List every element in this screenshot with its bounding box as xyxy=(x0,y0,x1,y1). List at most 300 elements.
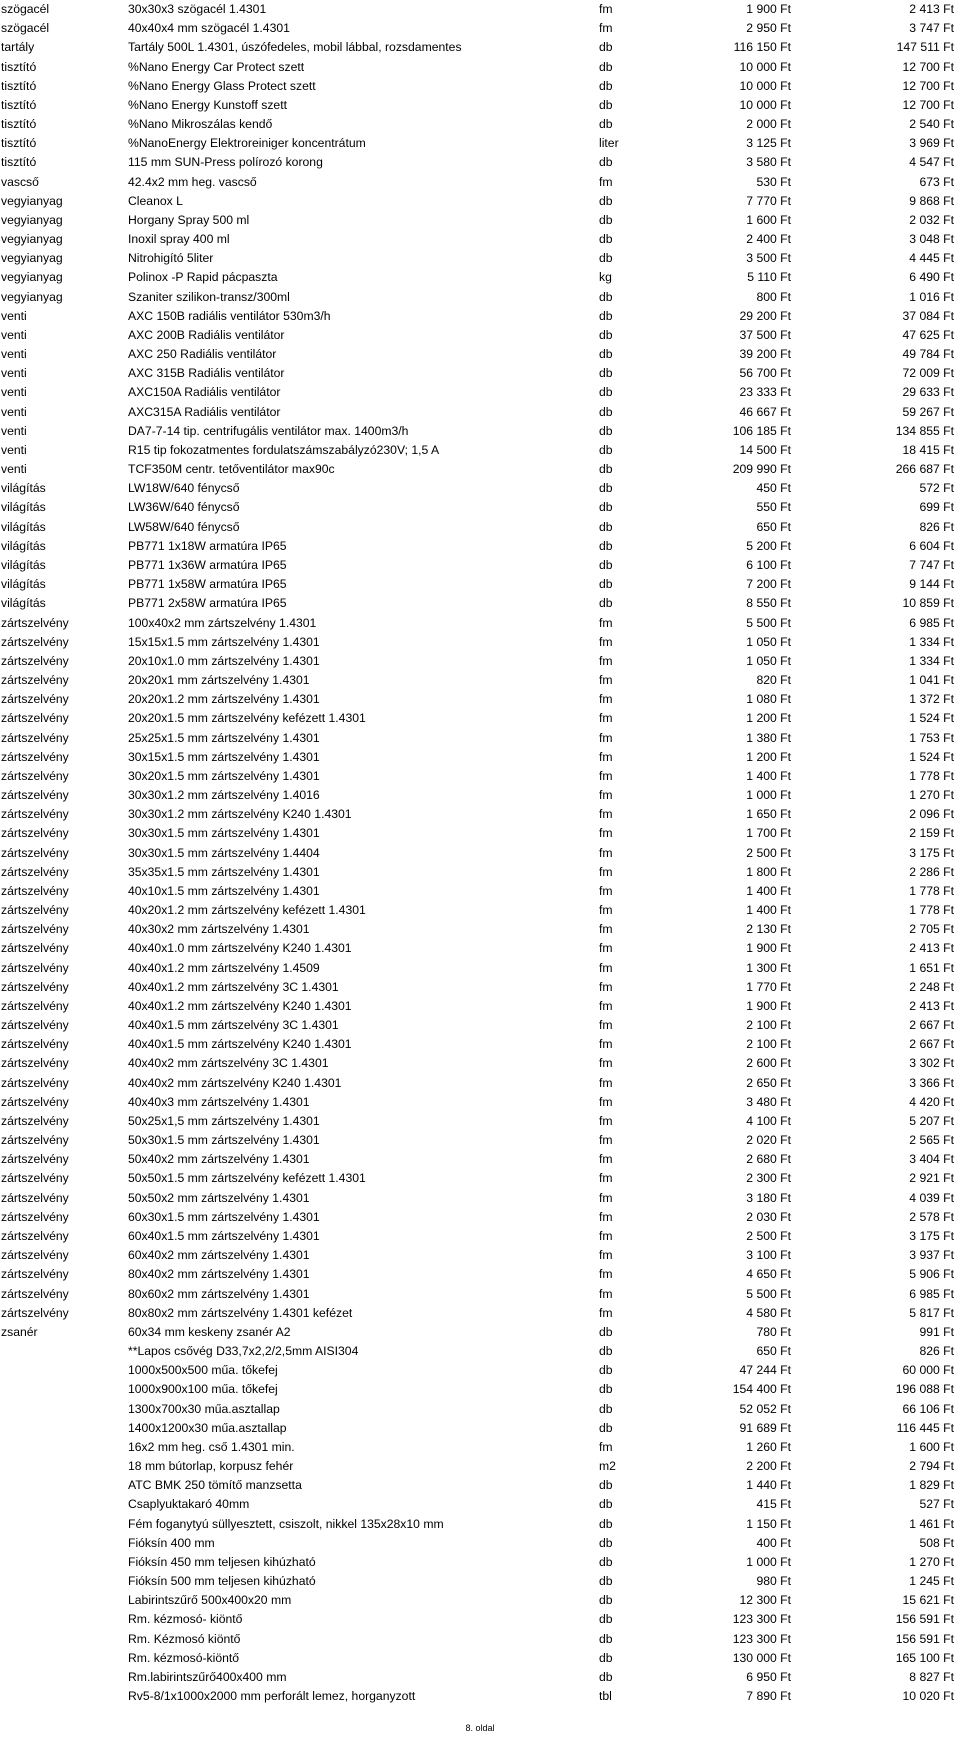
unit-cell: db xyxy=(599,1574,613,1589)
gross-price-cell: 59 267 Ft xyxy=(902,404,954,419)
description-cell: PB771 1x58W armatúra IP65 xyxy=(128,577,287,592)
unit-cell: db xyxy=(599,193,613,208)
gross-price-cell: 6 985 Ft xyxy=(909,1286,954,1301)
net-price-cell: 1 700 Ft xyxy=(746,826,791,841)
net-price-cell: 47 244 Ft xyxy=(739,1363,791,1378)
category-cell: venti xyxy=(1,347,27,362)
gross-price-cell: 3 302 Ft xyxy=(909,1056,954,1071)
table-row xyxy=(0,805,960,824)
net-price-cell: 800 Ft xyxy=(756,289,791,304)
description-cell: 40x40x1.5 mm zártszelvény 3C 1.4301 xyxy=(128,1018,339,1033)
description-cell: PB771 1x36W armatúra IP65 xyxy=(128,557,287,572)
table-row xyxy=(0,153,960,172)
unit-cell: fm xyxy=(599,692,613,707)
category-cell: zártszelvény xyxy=(1,903,69,918)
unit-cell: db xyxy=(599,557,613,572)
category-cell: vegyianyag xyxy=(1,232,63,247)
net-price-cell: 12 300 Ft xyxy=(739,1593,791,1608)
table-row xyxy=(0,38,960,57)
category-cell: zártszelvény xyxy=(1,922,69,937)
gross-price-cell: 4 039 Ft xyxy=(909,1190,954,1205)
gross-price-cell: 156 591 Ft xyxy=(895,1612,954,1627)
net-price-cell: 14 500 Ft xyxy=(739,442,791,457)
table-row xyxy=(0,1361,960,1380)
category-cell: zártszelvény xyxy=(1,1229,69,1243)
gross-price-cell: 673 Ft xyxy=(919,174,954,189)
category-cell: zártszelvény xyxy=(1,768,69,783)
unit-cell: tbl xyxy=(599,1689,612,1704)
description-cell: AXC 150B radiális ventilátor 530m3/h xyxy=(128,308,331,323)
table-row xyxy=(0,1112,960,1131)
unit-cell: db xyxy=(599,1324,613,1339)
description-cell: 30x15x1.5 mm zártszelvény 1.4301 xyxy=(128,749,320,764)
description-cell: PB771 1x18W armatúra IP65 xyxy=(128,538,287,553)
description-cell: Tartály 500L 1.4301, úszófedeles, mobil lábbal, rozsdamentes xyxy=(128,40,462,55)
description-cell: 60x40x2 mm zártszelvény 1.4301 xyxy=(128,1248,310,1263)
net-price-cell: 1 770 Ft xyxy=(746,979,791,994)
table-row xyxy=(0,58,960,77)
net-price-cell: 6 950 Ft xyxy=(746,1669,791,1684)
gross-price-cell: 6 604 Ft xyxy=(909,538,954,553)
category-cell: zártszelvény xyxy=(1,979,69,994)
gross-price-cell: 991 Ft xyxy=(919,1324,954,1339)
unit-cell: fm xyxy=(599,1075,613,1090)
unit-cell: db xyxy=(599,385,613,400)
category-cell: zártszelvény xyxy=(1,1037,69,1052)
gross-price-cell: 15 621 Ft xyxy=(902,1593,954,1608)
description-cell: Inoxil spray 400 ml xyxy=(128,232,230,247)
net-price-cell: 3 125 Ft xyxy=(746,136,791,151)
description-cell: 30x30x1.5 mm zártszelvény 1.4404 xyxy=(128,845,320,860)
description-cell: 1400x1200x30 műa.asztallap xyxy=(128,1420,287,1435)
net-price-cell: 106 185 Ft xyxy=(732,423,791,438)
gross-price-cell: 9 868 Ft xyxy=(909,193,954,208)
gross-price-cell: 1 829 Ft xyxy=(909,1478,954,1493)
gross-price-cell: 3 048 Ft xyxy=(909,232,954,247)
gross-price-cell: 1 651 Ft xyxy=(909,960,954,975)
table-row xyxy=(0,614,960,633)
gross-price-cell: 5 207 Ft xyxy=(909,1113,954,1128)
net-price-cell: 130 000 Ft xyxy=(732,1650,791,1665)
description-cell: Labirintszűrő 500x400x20 mm xyxy=(128,1593,292,1608)
unit-cell: fm xyxy=(599,1190,613,1205)
description-cell: 35x35x1.5 mm zártszelvény 1.4301 xyxy=(128,864,320,879)
description-cell: DA7-7-14 tip. centrifugális ventilátor max. 1400m3/h xyxy=(128,423,409,438)
table-row xyxy=(0,1016,960,1035)
table-row xyxy=(0,441,960,460)
category-cell: zártszelvény xyxy=(1,1209,69,1224)
net-price-cell: 3 480 Ft xyxy=(746,1094,791,1109)
gross-price-cell: 2 096 Ft xyxy=(909,807,954,822)
unit-cell: fm xyxy=(599,1305,613,1320)
description-cell: 20x20x1.2 mm zártszelvény 1.4301 xyxy=(128,692,320,707)
table-row xyxy=(0,403,960,422)
gross-price-cell: 3 366 Ft xyxy=(909,1075,954,1090)
description-cell: Cleanox L xyxy=(128,193,183,208)
category-cell: tisztító xyxy=(1,78,37,93)
description-cell: Horgany Spray 500 ml xyxy=(128,212,250,227)
table-row xyxy=(0,1419,960,1438)
net-price-cell: 400 Ft xyxy=(756,1535,791,1550)
gross-price-cell: 3 969 Ft xyxy=(909,136,954,151)
net-price-cell: 116 150 Ft xyxy=(733,40,791,55)
gross-price-cell: 29 633 Ft xyxy=(902,385,954,400)
net-price-cell: 7 200 Ft xyxy=(746,577,791,592)
unit-cell: db xyxy=(599,1478,613,1493)
net-price-cell: 123 300 Ft xyxy=(732,1631,791,1646)
gross-price-cell: 3 747 Ft xyxy=(909,21,954,36)
unit-cell: kg xyxy=(599,270,612,285)
net-price-cell: 3 580 Ft xyxy=(746,155,791,170)
unit-cell: fm xyxy=(599,615,613,630)
category-cell: zártszelvény xyxy=(1,1113,69,1128)
table-row xyxy=(0,1457,960,1476)
gross-price-cell: 1 334 Ft xyxy=(909,653,954,668)
unit-cell: db xyxy=(599,40,613,55)
gross-price-cell: 10 859 Ft xyxy=(902,596,954,611)
net-price-cell: 23 333 Ft xyxy=(739,385,791,400)
category-cell: vegyianyag xyxy=(1,289,63,304)
category-cell: venti xyxy=(1,308,27,323)
description-cell: 60x40x1.5 mm zártszelvény 1.4301 xyxy=(128,1229,320,1243)
net-price-cell: 1 650 Ft xyxy=(746,807,791,822)
table-row xyxy=(0,1553,960,1572)
unit-cell: db xyxy=(599,366,613,381)
table-row xyxy=(0,1208,960,1227)
unit-cell: fm xyxy=(599,1152,613,1167)
description-cell: 25x25x1.5 mm zártszelvény 1.4301 xyxy=(128,730,320,745)
gross-price-cell: 826 Ft xyxy=(919,1344,954,1359)
table-row xyxy=(0,1189,960,1208)
category-cell: tisztító xyxy=(1,97,37,112)
description-cell: 42.4x2 mm heg. vascső xyxy=(128,174,257,189)
description-cell: 15x15x1.5 mm zártszelvény 1.4301 xyxy=(128,634,320,649)
gross-price-cell: 3 937 Ft xyxy=(909,1248,954,1263)
category-cell: zártszelvény xyxy=(1,845,69,860)
table-row xyxy=(0,1227,960,1246)
unit-cell: fm xyxy=(599,174,613,189)
description-cell: %Nano Energy Kunstoff szett xyxy=(128,97,287,112)
unit-cell: db xyxy=(599,1554,613,1569)
net-price-cell: 6 100 Ft xyxy=(746,557,791,572)
unit-cell: fm xyxy=(599,730,613,745)
net-price-cell: 1 900 Ft xyxy=(746,941,791,956)
table-row xyxy=(0,19,960,38)
gross-price-cell: 2 565 Ft xyxy=(909,1133,954,1148)
table-row xyxy=(0,633,960,652)
description-cell: LW58W/640 fénycső xyxy=(128,519,240,534)
unit-cell: db xyxy=(599,500,613,515)
description-cell: Fióksín 400 mm xyxy=(128,1535,215,1550)
net-price-cell: 1 200 Ft xyxy=(746,711,791,726)
table-row xyxy=(0,1610,960,1629)
unit-cell: db xyxy=(599,117,613,132)
category-cell: vegyianyag xyxy=(1,251,63,266)
description-cell: TCF350M centr. tetőventilátor max90c xyxy=(128,462,335,477)
unit-cell: db xyxy=(599,1516,613,1531)
table-row xyxy=(0,748,960,767)
unit-cell: db xyxy=(599,1363,613,1378)
net-price-cell: 4 650 Ft xyxy=(746,1267,791,1282)
unit-cell: fm xyxy=(599,21,613,36)
description-cell: 50x50x2 mm zártszelvény 1.4301 xyxy=(128,1190,310,1205)
table-row xyxy=(0,978,960,997)
gross-price-cell: 1 270 Ft xyxy=(909,1554,954,1569)
description-cell: 60x30x1.5 mm zártszelvény 1.4301 xyxy=(128,1209,320,1224)
category-cell: venti xyxy=(1,385,27,400)
net-price-cell: 1 050 Ft xyxy=(746,653,791,668)
category-cell: zártszelvény xyxy=(1,941,69,956)
table-row xyxy=(0,1630,960,1649)
unit-cell: db xyxy=(599,481,613,496)
net-price-cell: 2 500 Ft xyxy=(746,1229,791,1243)
category-cell: szögacél xyxy=(1,2,50,16)
gross-price-cell: 266 687 Ft xyxy=(895,462,954,477)
unit-cell: db xyxy=(599,59,613,74)
gross-price-cell: 1 778 Ft xyxy=(909,903,954,918)
description-cell: 1000x500x500 műa. tőkefej xyxy=(128,1363,278,1378)
unit-cell: fm xyxy=(599,768,613,783)
unit-cell: fm xyxy=(599,1229,613,1243)
table-row xyxy=(0,1150,960,1169)
net-price-cell: 1 900 Ft xyxy=(746,998,791,1013)
category-cell: venti xyxy=(1,404,27,419)
category-cell: zártszelvény xyxy=(1,1305,69,1320)
table-row xyxy=(0,230,960,249)
category-cell: zártszelvény xyxy=(1,1056,69,1071)
description-cell: AXC 315B Radiális ventilátor xyxy=(128,366,285,381)
net-price-cell: 154 400 Ft xyxy=(732,1382,791,1397)
table-row xyxy=(0,1054,960,1073)
description-cell: **Lapos csővég D33,7x2,2/2,5mm AISI304 xyxy=(128,1344,359,1359)
unit-cell: db xyxy=(599,442,613,457)
gross-price-cell: 156 591 Ft xyxy=(895,1631,954,1646)
net-price-cell: 650 Ft xyxy=(756,519,791,534)
description-cell: 50x30x1.5 mm zártszelvény 1.4301 xyxy=(128,1133,320,1148)
gross-price-cell: 1 372 Ft xyxy=(909,692,954,707)
gross-price-cell: 2 705 Ft xyxy=(909,922,954,937)
category-cell: zártszelvény xyxy=(1,1248,69,1263)
category-cell: vegyianyag xyxy=(1,212,63,227)
category-cell: vegyianyag xyxy=(1,270,63,285)
net-price-cell: 5 500 Ft xyxy=(746,615,791,630)
unit-cell: db xyxy=(599,212,613,227)
net-price-cell: 2 100 Ft xyxy=(746,1018,791,1033)
unit-cell: db xyxy=(599,596,613,611)
description-cell: R15 tip fokozatmentes fordulatszámszabályzó230V; 1,5 A xyxy=(128,442,440,457)
description-cell: 115 mm SUN-Press polírozó korong xyxy=(128,155,323,170)
description-cell: 40x40x1.2 mm zártszelvény 1.4509 xyxy=(128,960,320,975)
net-price-cell: 2 600 Ft xyxy=(746,1056,791,1071)
gross-price-cell: 7 747 Ft xyxy=(909,557,954,572)
unit-cell: fm xyxy=(599,922,613,937)
description-cell: 30x30x1.2 mm zártszelvény 1.4016 xyxy=(128,788,320,803)
unit-cell: fm xyxy=(599,1209,613,1224)
unit-cell: db xyxy=(599,1535,613,1550)
category-cell: tisztító xyxy=(1,136,37,151)
unit-cell: fm xyxy=(599,1018,613,1033)
gross-price-cell: 1 753 Ft xyxy=(909,730,954,745)
description-cell: 40x40x1.2 mm zártszelvény K240 1.4301 xyxy=(128,998,352,1013)
table-row xyxy=(0,422,960,441)
unit-cell: liter xyxy=(599,136,619,151)
net-price-cell: 3 180 Ft xyxy=(746,1190,791,1205)
net-price-cell: 10 000 Ft xyxy=(739,78,791,93)
net-price-cell: 2 650 Ft xyxy=(746,1075,791,1090)
unit-cell: db xyxy=(599,1344,613,1359)
description-cell: 50x25x1,5 mm zártszelvény 1.4301 xyxy=(128,1113,320,1128)
unit-cell: db xyxy=(599,1593,613,1608)
unit-cell: db xyxy=(599,404,613,419)
table-row xyxy=(0,690,960,709)
table-row xyxy=(0,594,960,613)
table-row xyxy=(0,767,960,786)
gross-price-cell: 116 445 Ft xyxy=(896,1420,954,1435)
gross-price-cell: 2 159 Ft xyxy=(909,826,954,841)
unit-cell: db xyxy=(599,423,613,438)
net-price-cell: 1 000 Ft xyxy=(746,1554,791,1569)
table-row xyxy=(0,729,960,748)
gross-price-cell: 134 855 Ft xyxy=(895,423,954,438)
gross-price-cell: 6 985 Ft xyxy=(909,615,954,630)
gross-price-cell: 6 490 Ft xyxy=(909,270,954,285)
unit-cell: fm xyxy=(599,634,613,649)
table-row xyxy=(0,1591,960,1610)
table-row xyxy=(0,288,960,307)
table-row xyxy=(0,556,960,575)
category-cell: zártszelvény xyxy=(1,730,69,745)
unit-cell: db xyxy=(599,308,613,323)
description-cell: 1000x900x100 műa. tőkefej xyxy=(128,1382,278,1397)
gross-price-cell: 1 778 Ft xyxy=(909,883,954,898)
table-row xyxy=(0,1035,960,1054)
gross-price-cell: 3 175 Ft xyxy=(909,1229,954,1243)
description-cell: 80x80x2 mm zártszelvény 1.4301 kefézet xyxy=(128,1305,353,1320)
description-cell: Rm. kézmosó- kiöntő xyxy=(128,1612,243,1627)
category-cell: venti xyxy=(1,327,27,342)
gross-price-cell: 1 524 Ft xyxy=(909,749,954,764)
net-price-cell: 91 689 Ft xyxy=(739,1420,791,1435)
description-cell: AXC150A Radiális ventilátor xyxy=(128,385,281,400)
gross-price-cell: 2 413 Ft xyxy=(909,2,954,16)
net-price-cell: 29 200 Ft xyxy=(739,308,791,323)
unit-cell: fm xyxy=(599,711,613,726)
category-cell: venti xyxy=(1,366,27,381)
unit-cell: db xyxy=(599,251,613,266)
table-row xyxy=(0,1668,960,1687)
unit-cell: db xyxy=(599,1420,613,1435)
net-price-cell: 450 Ft xyxy=(756,481,791,496)
category-cell: zártszelvény xyxy=(1,692,69,707)
description-cell: Fém foganytyú süllyesztett, csiszolt, nikkel 135x28x10 mm xyxy=(128,1516,444,1531)
gross-price-cell: 3 175 Ft xyxy=(909,845,954,860)
description-cell: Nitrohigító 5liter xyxy=(128,251,214,266)
category-cell: zártszelvény xyxy=(1,1094,69,1109)
net-price-cell: 2 100 Ft xyxy=(746,1037,791,1052)
table-row xyxy=(0,115,960,134)
category-cell: tisztító xyxy=(1,155,37,170)
gross-price-cell: 1 334 Ft xyxy=(909,634,954,649)
description-cell: 60x34 mm keskeny zsanér A2 xyxy=(128,1324,291,1339)
description-cell: Polinox -P Rapid pácpaszta xyxy=(128,270,278,285)
gross-price-cell: 1 245 Ft xyxy=(909,1574,954,1589)
description-cell: Rm. Kézmosó kiöntő xyxy=(128,1631,241,1646)
description-cell: AXC315A Radiális ventilátor xyxy=(128,404,281,419)
net-price-cell: 1 400 Ft xyxy=(746,768,791,783)
table-row xyxy=(0,1534,960,1553)
category-cell: zártszelvény xyxy=(1,788,69,803)
table-row xyxy=(0,939,960,958)
category-cell: vascső xyxy=(1,174,39,189)
description-cell: 18 mm bútorlap, korpusz fehér xyxy=(128,1459,294,1474)
category-cell: világítás xyxy=(1,577,46,592)
category-cell: zártszelvény xyxy=(1,1133,69,1148)
page-number: 8. oldal xyxy=(465,1723,495,1733)
unit-cell: db xyxy=(599,327,613,342)
unit-cell: fm xyxy=(599,1037,613,1052)
description-cell: 80x40x2 mm zártszelvény 1.4301 xyxy=(128,1267,310,1282)
description-cell: ATC BMK 250 tömítő manzsetta xyxy=(128,1478,302,1493)
description-cell: 50x50x1.5 mm zártszelvény kefézett 1.4301 xyxy=(128,1171,366,1186)
net-price-cell: 4 100 Ft xyxy=(746,1113,791,1128)
table-row xyxy=(0,1400,960,1419)
unit-cell: fm xyxy=(599,864,613,879)
net-price-cell: 650 Ft xyxy=(756,1344,791,1359)
gross-price-cell: 9 144 Ft xyxy=(909,577,954,592)
category-cell: zártszelvény xyxy=(1,615,69,630)
table-row xyxy=(0,1304,960,1323)
description-cell: 80x60x2 mm zártszelvény 1.4301 xyxy=(128,1286,310,1301)
description-cell: 40x40x4 mm szögacél 1.4301 xyxy=(128,21,290,36)
description-cell: %NanoEnergy Elektroreiniger koncentrátum xyxy=(128,136,366,151)
table-row xyxy=(0,709,960,728)
gross-price-cell: 826 Ft xyxy=(919,519,954,534)
table-row xyxy=(0,1265,960,1284)
unit-cell: db xyxy=(599,347,613,362)
unit-cell: db xyxy=(599,1669,613,1684)
unit-cell: db xyxy=(599,78,613,93)
description-cell: %Nano Energy Glass Protect szett xyxy=(128,78,316,93)
gross-price-cell: 527 Ft xyxy=(919,1497,954,1512)
table-row xyxy=(0,652,960,671)
category-cell: zártszelvény xyxy=(1,749,69,764)
unit-cell: fm xyxy=(599,1171,613,1186)
net-price-cell: 2 020 Ft xyxy=(746,1133,791,1148)
gross-price-cell: 2 032 Ft xyxy=(909,212,954,227)
description-cell: Fióksín 450 mm teljesen kihúzható xyxy=(128,1554,316,1569)
net-price-cell: 52 052 Ft xyxy=(739,1401,791,1416)
table-row xyxy=(0,882,960,901)
description-cell: 20x20x1.5 mm zártszelvény kefézett 1.4301 xyxy=(128,711,366,726)
table-row xyxy=(0,173,960,192)
description-cell: %Nano Mikroszálas kendő xyxy=(128,117,273,132)
category-cell: zártszelvény xyxy=(1,1267,69,1282)
net-price-cell: 1 440 Ft xyxy=(746,1478,791,1493)
category-cell: zártszelvény xyxy=(1,711,69,726)
table-row xyxy=(0,1476,960,1495)
description-cell: 30x30x1.2 mm zártszelvény K240 1.4301 xyxy=(128,807,352,822)
unit-cell: fm xyxy=(599,941,613,956)
category-cell: zártszelvény xyxy=(1,807,69,822)
table-row xyxy=(0,575,960,594)
unit-cell: db xyxy=(599,577,613,592)
category-cell: világítás xyxy=(1,557,46,572)
table-row xyxy=(0,498,960,517)
table-row xyxy=(0,1342,960,1361)
category-cell: tartály xyxy=(1,40,35,55)
table-row xyxy=(0,1169,960,1188)
gross-price-cell: 18 415 Ft xyxy=(902,442,954,457)
